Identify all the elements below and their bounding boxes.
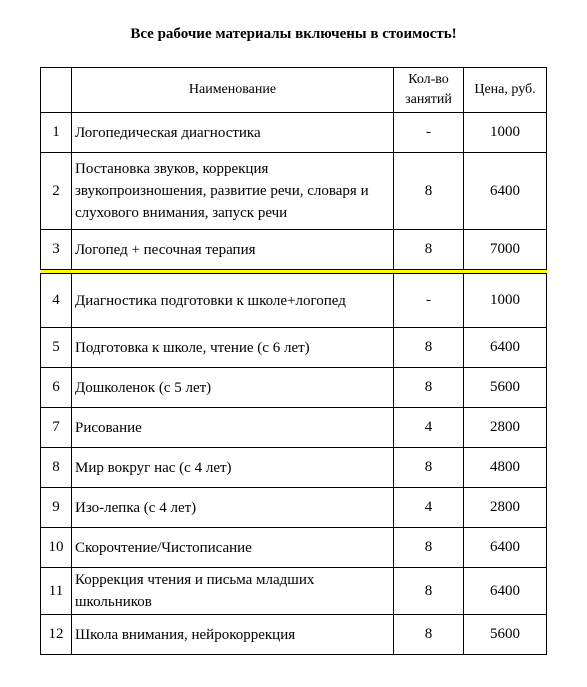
row-name: Подготовка к школе, чтение (с 6 лет) — [72, 328, 394, 368]
table-header-row — [41, 68, 547, 113]
row-name: Мир вокруг нас (с 4 лет) — [72, 448, 394, 488]
table-row — [41, 153, 547, 230]
row-count: 4 — [394, 408, 464, 448]
row-number: 8 — [41, 448, 72, 488]
table-row — [41, 230, 547, 270]
row-number: 9 — [41, 488, 72, 528]
row-number: 3 — [41, 230, 72, 270]
row-price: 1000 — [464, 274, 547, 328]
row-name: Дошколенок (с 5 лет) — [72, 368, 394, 408]
row-count: 8 — [394, 448, 464, 488]
row-price: 4800 — [464, 448, 547, 488]
row-number: 4 — [41, 274, 72, 328]
row-price: 6400 — [464, 153, 547, 230]
row-count: - — [394, 113, 464, 153]
row-number: 10 — [41, 528, 72, 568]
page-title: Все рабочие материалы включены в стоимость! — [130, 26, 457, 42]
header-name: Наименование — [72, 68, 394, 113]
row-number: 2 — [41, 153, 72, 230]
table-row — [41, 568, 547, 615]
row-count: 8 — [394, 230, 464, 270]
row-count: - — [394, 274, 464, 328]
row-name: Диагностика подготовки к школе+логопед — [72, 274, 394, 328]
row-name: Рисование — [72, 408, 394, 448]
table-row — [41, 368, 547, 408]
row-name: Скорочтение/Чистописание — [72, 528, 394, 568]
row-number: 7 — [41, 408, 72, 448]
table-row — [41, 448, 547, 488]
row-count: 8 — [394, 568, 464, 615]
header-number — [41, 68, 72, 113]
row-price: 2800 — [464, 488, 547, 528]
row-number: 6 — [41, 368, 72, 408]
table-row — [41, 408, 547, 448]
row-name: Школа внимания, нейрокоррекция — [72, 615, 394, 655]
row-count: 8 — [394, 328, 464, 368]
row-number: 5 — [41, 328, 72, 368]
row-price: 6400 — [464, 528, 547, 568]
table-row — [41, 488, 547, 528]
row-price: 6400 — [464, 568, 547, 615]
row-count: 8 — [394, 368, 464, 408]
row-count: 8 — [394, 153, 464, 230]
row-count: 8 — [394, 528, 464, 568]
table-row — [41, 274, 547, 328]
header-count-line1: Кол-во — [408, 72, 449, 87]
row-price: 1000 — [464, 113, 547, 153]
row-price: 5600 — [464, 615, 547, 655]
price-table — [40, 67, 547, 655]
row-name: Постановка звуков, коррекция звукопроизношения, развитие речи, словаря и слухового внимания, запуск речи — [72, 153, 394, 230]
row-price: 7000 — [464, 230, 547, 270]
table-row — [41, 113, 547, 153]
row-number: 1 — [41, 113, 72, 153]
row-price: 5600 — [464, 368, 547, 408]
header-count-line2: занятий — [405, 92, 452, 107]
header-price: Цена, руб. — [464, 68, 547, 113]
table-row — [41, 328, 547, 368]
row-count: 4 — [394, 488, 464, 528]
row-price: 6400 — [464, 328, 547, 368]
table-row — [41, 528, 547, 568]
row-name: Коррекция чтения и письма младших школьников — [72, 568, 394, 615]
table-row — [41, 615, 547, 655]
header-count — [394, 68, 464, 113]
row-count: 8 — [394, 615, 464, 655]
row-name: Изо-лепка (с 4 лет) — [72, 488, 394, 528]
row-name: Логопед + песочная терапия — [72, 230, 394, 270]
row-name: Логопедическая диагностика — [72, 113, 394, 153]
row-price: 2800 — [464, 408, 547, 448]
row-number: 11 — [41, 568, 72, 615]
row-number: 12 — [41, 615, 72, 655]
